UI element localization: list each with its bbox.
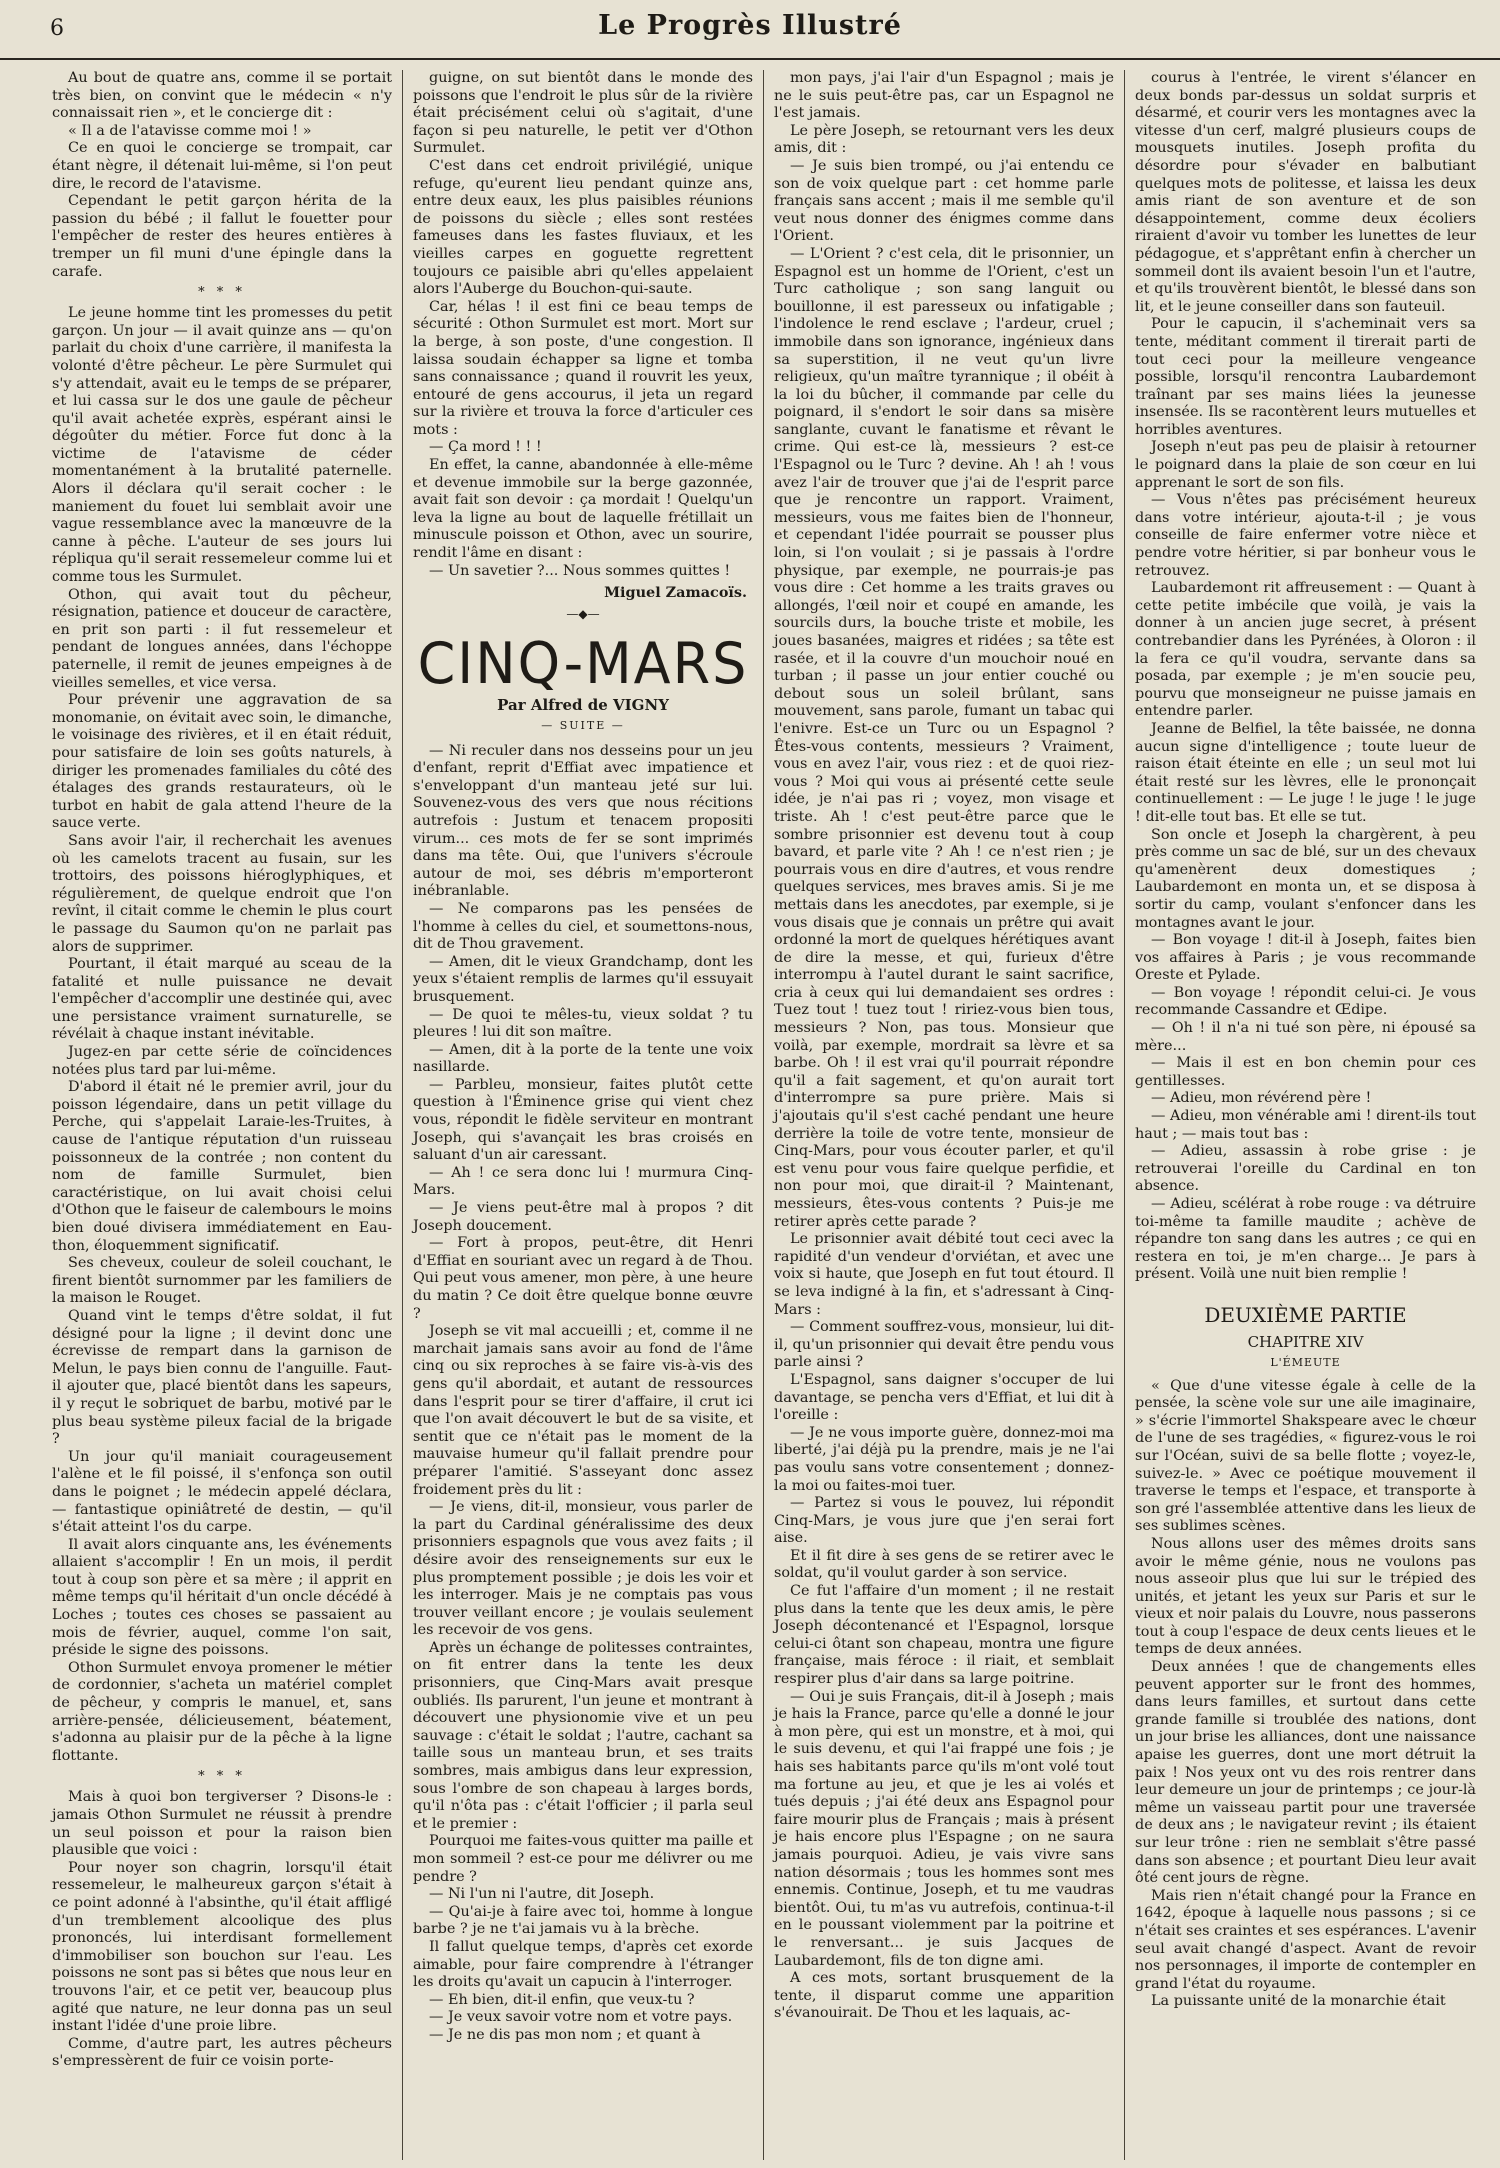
paragraph: Quand vint le temps d'être soldat, il fut désigné pour la ligne ; il devint donc une écrevisse de rempart dans la garnison de Melun, le pays bien connu de l'anguille. Faut-il ajouter que, placé bientôt dans les sapeurs, il y reçut le sobriquet de barbu, motivé par le plus beau système pileux facial de la brigade ? (52, 1307, 392, 1448)
paragraph: Un jour qu'il maniait courageusement l'alène et le fil poissé, il s'enfonça son outil dans le poignet ; le médecin appelé déclara, — fantastique opiniâtreté de destin, — qu'il s'était atteint l'os du carpe. (52, 1448, 392, 1536)
paragraph: — Bon voyage ! dit-il à Joseph, faites bien vos affaires à Paris ; je vous recommande Oreste et Pylade. (1135, 932, 1476, 984)
paragraph: Comme, d'autre part, les autres pêcheurs s'empressèrent de fuir ce voisin porte- (52, 2035, 392, 2070)
paragraph: Son oncle et Joseph la chargèrent, à peu près comme un sac de blé, sur un des chevaux qu'amenèrent deux domestiques ; Laubardemont en monta un, et se disposa à sortir du camp, voulant s'enfoncer dans les montagnes avant le jour. (1135, 826, 1476, 931)
paragraph: Le père Joseph, se retournant vers les deux amis, dit : (774, 122, 1114, 157)
paragraph: — Fort à propos, peut-être, dit Henri d'Effiat en souriant avec un regard à de Thou. Qui peut vous amener, mon père, à une heure du matin ? Ce doit être quelque bonne œuvre ? (413, 1235, 753, 1322)
paragraph: guigne, on sut bientôt dans le monde des poissons que l'endroit le plus sûr de la rivière était précisément celui où s'agitait, d'une façon si peu naturelle, le petit ver d'Othon Surmulet. (413, 70, 753, 157)
paragraph: D'abord il était né le premier avril, jour du poisson légendaire, dans un petit village du Perche, qui s'appelait Laraie-les-Truites, à cause de l'antique réputation d'un ruisseau poissonneux de la contrée ; non content du nom de famille Surmulet, bien caractéristique, on lui avait choisi celui d'Othon que le faiseur de calembours le moins bien doué divisera immédiatement en Eau-thon, éloquemment significatif. (52, 1079, 392, 1254)
paragraph: Laubardemont rit affreusement : — Quant à cette petite imbécile que voilà, je vais la donner à un ancien juge secret, à présent contrebandier dans les Pyrénées, à Oloron : il la fera ce qu'il voudra, servante dans sa posada, par exemple ; je m'en soucie peu, pourvu que monseigneur ne puisse jamais en entendre parler. (1135, 580, 1476, 720)
paragraph: — Adieu, scélérat à robe rouge : va détruire toi-même ta famille maudite ; achève de répandre ton sang dans les autres ; ce qui en restera en toi, je m'en charge... Je pars à présent. Voilà une nuit bien remplie ! (1135, 1196, 1476, 1283)
paragraph: Jeanne de Belfiel, la tête baissée, ne donna aucun signe d'intelligence ; toute lueur de raison était éteinte en elle ; un seul mot lui était resté sur les lèvres, elle le prononçait continuellement : — Le juge ! le juge ! le juge ! dit-elle tout bas. Et elle se tut. (1135, 720, 1476, 825)
paragraph: Mais à quoi bon tergiverser ? Disons-le : jamais Othon Surmulet ne réussit à prendre un seul poisson et pour la raison bien plausible que voici : (52, 1789, 392, 1859)
paragraph: — Amen, dit le vieux Grandchamp, dont les yeux s'étaient remplis de larmes qu'il essuyait brusquement. (413, 953, 753, 1005)
paragraph: Après un échange de politesses contraintes, on fit entrer dans la tente les deux prisonniers, que Cinq-Mars avait presque oubliés. Ils parurent, l'un jeune et montrant à découvert une physionomie vive et un peu sauvage : c'était le soldat ; l'autre, cachant sa taille sous un manteau brun, et ses traits sombres, mais ambigus dans leur expression, sous l'ombre de son chapeau à larges bords, qu'il n'ôta pas : c'était l'officier ; il parla seul et le premier : (413, 1639, 753, 1832)
paragraph: C'est dans cet endroit privilégié, unique refuge, qu'eurent lieu pendant quinze ans, entre deux eaux, les plus paisibles réunions de poissons du siècle ; elles sont restées fameuses dans les fastes fluviaux, et les vieilles carpes en goguette regrettent toujours ce paisible abri qu'elles appelaient alors l'Auberge du Bouchon-qui-saute. (413, 157, 753, 298)
paragraph: En effet, la canne, abandonnée à elle-même et devenue immobile sur la berge gazonnée, avait fait son devoir : ça mordait ! Quelqu'un leva la ligne au bout de laquelle frétillait un minuscule poisson et Othon, avec un sourire, rendit l'âme en disant : (413, 457, 753, 562)
paragraph: Le jeune homme tint les promesses du petit garçon. Un jour — il avait quinze ans — qu'on parlait du choix d'une carrière, il manifesta la volonté d'être pêcheur. Le père Surmulet qui s'y attendait, avait eu le temps de se préparer, et lui cassa sur le dos une gaule de pêcheur qu'il avait achetée exprès, espérant ainsi le dégoûter du métier. Force fut donc à la victime de l'atavisme de céder momentanément à la brutalité paternelle. Alors il déclara qu'il serait cocher : le maniement du fouet lui semblait avoir une vague ressemblance avec la manœuvre de la canne à pêche. L'auteur de ses jours lui répliqua qu'il serait ressemeleur comme lui et comme tous les Surmulet. (52, 305, 392, 586)
ornament-rule: —◆— (566, 606, 600, 621)
paragraph: Othon, qui avait tout du pêcheur, résignation, patience et douceur de caractère, en prit son parti : il fut ressemeleur et pendant de longues années, dans l'échoppe paternelle, il remit de jeunes empeignes à de vieilles semelles, et vice versa. (52, 586, 392, 691)
paragraph: courus à l'entrée, le virent s'élancer en deux bonds par-dessus un soldat surpris et désarmé, et courir vers les montagnes avec la vitesse d'un cerf, malgré plusieurs coups de mousquets inutiles. Joseph profita du désordre pour s'évader en balbutiant quelques mots de politesse, et laissa les deux amis riant de son aventure et de son désappointement, comme deux écoliers riraient d'avoir vu tomber les lunettes de leur pédagogue, et s'apprêtant enfin à chercher un sommeil dont ils avaient besoin l'un et l'autre, et qu'ils trouvèrent bientôt, le blessé dans son lit, et le jeune conseiller dans son fauteuil. (1135, 70, 1476, 315)
author-signature: Miguel Zamacoïs. (604, 584, 747, 602)
column-2 (403, 70, 764, 2160)
paragraph: — Vous n'êtes pas précisément heureux dans votre intérieur, ajouta-t-il ; je vous conseille de faire enfermer votre nièce et pendre votre héritier, si par bonheur vous le retrouvez. (1135, 492, 1476, 579)
paragraph: — Oh ! il n'a ni tué son père, ni épousé sa mère... (1135, 1020, 1476, 1054)
paragraph: — Mais il est en bon chemin pour ces gentillesses. (1135, 1055, 1476, 1089)
paragraph: — Ne comparons pas les pensées de l'homme à celles du ciel, et soumettons-nous, dit de Thou gravement. (413, 900, 753, 953)
paragraph: mon pays, j'ai l'air d'un Espagnol ; mais je ne le suis peut-être pas, car un Espagnol ne l'est jamais. (774, 70, 1114, 122)
paragraph: Ce en quoi le concierge se trompait, car étant nègre, il détenait lui-même, si l'on peut dire, le record de l'atavisme. (52, 140, 392, 192)
paragraph: « Il a de l'atavisse comme moi ! » (68, 122, 312, 139)
paragraph: — Je ne dis pas mon nom ; et quant à (429, 2026, 701, 2043)
paragraph: Deux années ! que de changements elles peuvent apporter sur le front des hommes, dans leurs familles, et surtout dans cette grande famille si troublée des nations, dont un jour brise les alliances, dont une naissance apaise les guerres, dont une mort détruit la paix ! Nos yeux ont vu des rois rentrer dans leur demeure un jour de printemps ; ce jour-là même un vaisseau partit pour une traversée de deux ans ; le navigateur revint ; ils étaient sur leur trône : rien ne semblait s'être passé dans son absence ; et pourtant Dieu leur avait ôté cent jours de règne. (1135, 1659, 1476, 1887)
paragraph: Othon Surmulet envoya promener le métier de cordonnier, s'acheta un matériel complet de pêcheur, y compris le manuel, et, sans arrière-pensée, délicieusement, béatement, s'adonna au plaisir pur de la pêche à la ligne flottante. (52, 1659, 392, 1764)
paragraph: — Qu'ai-je à faire avec toi, homme à longue barbe ? je ne t'ai jamais vu à la brèche. (413, 1903, 753, 1938)
paragraph: — Ça mord ! ! ! (429, 439, 542, 456)
paragraph: — Ni l'un ni l'autre, dit Joseph. (429, 1886, 655, 1903)
paragraph: — Partez si vous le pouvez, lui répondit Cinq-Mars, je vous jure que j'en serai fort aise. (774, 1495, 1114, 1547)
paragraph: Joseph se vit mal accueilli ; et, comme il ne marchait jamais sans avoir au fond de l'âme cinq ou six reproches à se faire vis-à-vis des gens qu'il abordait, et autant de ressources dans l'esprit pour se tirer d'affaire, il crut ici que l'on avait découvert le but de sa visite, et sentit que ce n'était pas le moment de la mauvaise humeur qu'il fallait prendre pour préparer l'amitié. S'asseyant donc assez froidement près du lit : (413, 1323, 753, 1498)
paragraph: Pour prévenir une aggravation de sa monomanie, on évitait avec soin, le dimanche, le voisinage des rivières, et il en était réduit, pour satisfaire de loin ses goûts naturels, à diriger les promenades familiales du côté des étalages des grands restaurateurs, où le turbot en habit de gala attend l'heure de la sauce verte. (52, 692, 392, 832)
paragraph: Mais rien n'était changé pour la France en 1642, époque à laquelle nous passons ; si ce n'était ses craintes et ses espérances. L'avenir seul avait changé d'aspect. Avant de revoir nos personnages, il importe de contempler en grand l'état du royaume. (1135, 1887, 1476, 1992)
masthead: Le Progrès Illustré (598, 10, 902, 41)
paragraph: Car, hélas ! il est fini ce beau temps de sécurité : Othon Surmulet est mort. Mort sur la berge, à son poste, d'une congestion. Il laissa soudain échapper sa ligne et tomba sans connaissance ; quand il rouvrit les yeux, entouré de gens accourus, il jeta un regard sur la rivière et trouva la force d'articuler ces mots : (413, 298, 753, 438)
paragraph: L'Espagnol, sans daigner s'occuper de lui davantage, se pencha vers d'Effiat, et lui dit à l'oreille : (774, 1371, 1114, 1424)
paragraph: — Je ne vous importe guère, donnez-moi ma liberté, j'ai déjà pu la prendre, mais je ne l'ai pas voulu sans votre consentement ; donnez-la moi ou faites-moi tuer. (774, 1424, 1114, 1494)
paragraph: — Un savetier ?... Nous sommes quittes ! (429, 562, 731, 579)
paragraph: — Je suis bien trompé, ou j'ai entendu ce son de voix quelque part : cet homme parle français sans accent ; mais il me semble qu'il veut nous donner des énigmes comme dans l'Orient. (774, 157, 1114, 245)
paragraph: — Je veux savoir votre nom et votre pays. (429, 2009, 733, 2026)
column-4 (1125, 70, 1486, 2160)
paragraph: « Que d'une vitesse égale à celle de la pensée, la scène vole sur une aile imaginaire, » s'écrie l'immortel Shakspeare avec le chœur de l'une de ses tragédies, « figurez-vous le roi sur l'Océan, suivi de sa belle flotte ; voyez-le, suivez-le. » Avec ce poétique mouvement il traverse le temps et l'espace, et transporte à son gré l'assemblée attentive dans les lieux de ses sublimes scènes. (1135, 1377, 1476, 1535)
paragraph: — Adieu, mon révérend père ! (1151, 1090, 1372, 1107)
paragraph: Sans avoir l'air, il recherchait les avenues où les camelots tracent au fusain, sur les trottoirs, des poissons hiéroglyphiques, et régulièrement, de quelque endroit que l'on revînt, il citait comme le chemin le plus court le passage du Saumon qu'on ne parlait pas alors de supprimer. (52, 832, 392, 955)
paragraph: Joseph n'eut pas peu de plaisir à retourner le poignard dans la plaie de son cœur en lui apprenant le sort de son fils. (1135, 439, 1476, 491)
paragraph: Au bout de quatre ans, comme il se portait très bien, on convint que le médecin « n'y connaissait rien », et le concierge dit : (52, 70, 392, 122)
page-header (0, 0, 1500, 60)
paragraph: — Adieu, mon vénérable ami ! dirent-ils tout haut ; — mais tout bas : (1135, 1108, 1476, 1142)
paragraph: — Amen, dit à la porte de la tente une voix nasillarde. (413, 1041, 753, 1076)
paragraph: — Adieu, assassin à robe grise : je retrouverai l'oreille du Cardinal en ton absence. (1135, 1143, 1476, 1195)
paragraph: — Bon voyage ! répondit celui-ci. Je vous recommande Cassandre et Œdipe. (1135, 984, 1476, 1019)
paragraph: — Comment souffrez-vous, monsieur, lui dit-il, qu'un prisonnier qui devait être pendu vous parle ainsi ? (774, 1319, 1114, 1371)
novel-title: CINQ-MARS (417, 630, 749, 697)
paragraph: Il fallut quelque temps, d'après cet exorde aimable, pour faire comprendre à l'étranger les droits qu'avait un capucin à l'interroger. (413, 1938, 753, 1991)
section-separator: * * * (198, 1769, 246, 1785)
paragraph: — Je viens, dit-il, monsieur, vous parler de la part du Cardinal généralissime des deux prisonniers espagnols que vous avez faits ; il désire avoir des renseignements sur eux le plus promptement possible ; je dois les voir et les interroger. Mais je ne comptais pas vous trouver veillant encore ; je voulais seulement les recevoir de vos gens. (413, 1499, 753, 1639)
paragraph: La puissante unité de la monarchie était (1151, 1993, 1446, 2010)
section-separator: * * * (198, 285, 246, 301)
paragraph: — Eh bien, dit-il enfin, que veux-tu ? (429, 1991, 695, 2008)
paragraph: — De quoi te mêles-tu, vieux soldat ? tu pleures ! lui dit son maître. (413, 1006, 753, 1041)
paragraph: — L'Orient ? c'est cela, dit le prisonnier, un Espagnol est un homme de l'Orient, c'est un Turc catholique ; son sang languit ou bouillonne, il est paresseux ou infatigable ; l'indolence le rend esclave ; l'ardeur, cruel ; immobile dans son ignorance, ingénieux dans sa superstition, il ne veut qu'un livre religieux, qu'un maître tyrannique ; il obéit à la loi du bûcher, il commande par celle du poignard, il s'endort le soir dans sa misère sanglante, cuvant le fanatisme et rêvant le crime. Qui est-ce là, messieurs ? est-ce l'Espagnol ou le Turc ? devine. Ah ! ah ! vous avez l'air de trouver que j'ai de l'esprit parce que je rencontre un rapport. Vraiment, messieurs, vous me faites bien de l'honneur, et cependant l'idée pourrait se pousser plus loin, si l'on voulait ; si je passais à l'ordre physique, par exemple, ne pourrais-je pas vous dire : Cet homme a les traits graves ou allongés, l'œil noir et coupé en amande, les sourcils durs, la bouche triste et mobile, les joues basanées, maigres et ridées ; sa tête est rasée, et il la couvre d'un mouchoir noué en turban ; il passe un jour entier couché ou debout sous un soleil brûlant, sans mouvement, sans parole, fumant un tabac qui l'enivre. Est-ce un Turc ou un Espagnol ? Êtes-vous contents, messieurs ? Vraiment, vous en avez l'air, vous riez : et de quoi riez-vous ? Moi qui vous ai présenté cette seule idée, je n'ai pas ri ; voyez, mon visage et triste. Ah ! c'est peut-être parce que le sombre prisonnier est devenu tout à coup bavard, et parle vite ? Ah ! ce n'est rien ; je pourrais vous en dire d'autres, et vous rendre quelques services, mes braves amis. Si je me mettais dans les anecdotes, par exemple, si je vous disais que je connais un prêtre qui avait ordonné la mort de quelques hérétiques avant de dire la messe, et qui, furieux d'être interrompu à l'autel durant le saint sacrifice, cria à ceux qui lui demandaient ses ordres : Tuez tout ! tuez tout ! ririez-vous bien tous, messieurs ? Non, pas tous. Monsieur que voilà, par exemple, mordrait sa lèvre et sa barbe. Oh ! il est vrai qu'il pourrait répondre qu'il a fait sagement, et qu'on aurait tort d'interrompre sa pure prière. Mais si j'ajoutais qu'il s'est caché pendant une heure derrière la toile de votre tente, monsieur de Cinq-Mars, pour vous écouter parler, et qu'il est venu pour vous faire quelque perfidie, et non pour moi, que dirait-il ? Maintenant, messieurs, êtes-vous contents ? Puis-je me retirer après cette parade ? (774, 245, 1114, 1230)
novel-author: Par Alfred de VIGNY (497, 696, 669, 715)
paragraph: Ses cheveux, couleur de soleil couchant, le firent bientôt surnommer par les familiers de la maison le Rouget. (52, 1255, 392, 1307)
paragraph: Pour noyer son chagrin, lorsqu'il était ressemeleur, le malheureux garçon s'était à ce point adonné à l'absinthe, qu'il était affligé d'un tremblement alcoolique des plus prononcés, lui interdisant formellement d'immobiliser son bouchon sur l'eau. Les poissons ne sont pas si bêtes que nous leur en trouvons l'air, et ce petit ver, beaucoup plus agité que nature, ne leur donna pas un seul instant l'idée d'une proie libre. (52, 1859, 392, 2035)
paragraph: Pourquoi me faites-vous quitter ma paille et mon sommeil ? est-ce pour me délivrer ou me pendre ? (413, 1833, 753, 1885)
paragraph: Cependant le petit garçon hérita de la passion du bébé ; il fallut le fouetter pour l'empêcher de rester des heures entières à tremper un fil muni d'une épingle dans la carafe. (52, 193, 392, 280)
column-3 (764, 70, 1125, 2160)
paragraph: Et il fit dire à ses gens de se retirer avec le soldat, qu'il voulut garder à son service. (774, 1547, 1114, 1582)
paragraph: — Ah ! ce sera donc lui ! murmura Cinq-Mars. (413, 1164, 753, 1199)
paragraph: Ce fut l'affaire d'un moment ; il ne restait plus dans la tente que les deux amis, le père Joseph décontenancé et l'Espagnol, lorsque celui-ci ôtant son chapeau, montra une figure française, mais féroce : il riait, et semblait respirer plus d'air dans sa large poitrine. (774, 1583, 1114, 1688)
paragraph: Pour le capucin, il s'acheminait vers sa tente, méditant comment il tirerait parti de tout ceci pour la meilleure vengeance possible, lorsqu'il rencontra Laubardemont traînant par ses mains liées la jeunesse insensée. Ils se racontèrent leurs mutuelles et horribles aventures. (1135, 316, 1476, 438)
column-1 (42, 70, 403, 2160)
novel-suite-label: — SUITE — (541, 719, 625, 732)
paragraph: Jugez-en par cette série de coïncidences notées plus tard par lui-même. (52, 1044, 392, 1078)
paragraph: — Je viens peut-être mal à propos ? dit Joseph doucement. (413, 1200, 753, 1234)
paragraph: Pourtant, il était marqué au sceau de la fatalité et nulle puissance ne devait l'empêcher d'accomplir une destinée qui, avec une persistance vraiment surnaturelle, se révélait à chaque instant inévitable. (52, 956, 392, 1043)
chapter-subtitle: L'ÉMEUTE (1270, 1355, 1341, 1369)
paragraph: A ces mots, sortant brusquement de la tente, il disparut comme une apparition s'évanouirait. De Thou et les laquais, ac- (774, 1970, 1114, 2022)
paragraph: Le prisonnier avait débité tout ceci avec la rapidité d'un vendeur d'orviétan, et avec une voix si haute, que Joseph en fut tout étourd. Il se leva indigné à la fin, et s'adressant à Cinq-Mars : (774, 1231, 1114, 1318)
paragraph: — Oui je suis Français, dit-il à Joseph ; mais je hais la France, parce qu'elle a donné le jour à mon père, qui est un monstre, et à moi, qui le suis devenu, et qui l'ai frappé une fois ; je hais ses habitants parce qu'ils m'ont volé tout ma fortune au jeu, et que je les ai volés et tués depuis ; j'ai été deux ans Espagnol pour faire mourir plus de Français ; mais à présent je hais encore plus l'Espagne ; on ne saura jamais pourquoi. Adieu, je vais vivre sans nation désormais ; tous les hommes sont mes ennemis. Continue, Joseph, et tu me vaudras bientôt. Oui, tu m'as vu autrefois, continua-t-il en le poussant violemment par la poitrine et le renversant... je suis Jacques de Laubardemont, fils de ton digne ami. (774, 1688, 1114, 1969)
part-title: DEUXIÈME PARTIE (1204, 1302, 1407, 1327)
paragraph: Nous allons user des mêmes droits sans avoir le même génie, nous ne voulons pas nous asseoir plus que lui sur le trépied des unités, et jetant les yeux sur Paris et sur le vieux et noir palais du Louvre, nous passerons tout à coup l'espace de deux cents lieues et le temps de deux années. (1135, 1535, 1476, 1658)
page-number: 6 (50, 16, 64, 41)
paragraph: — Parbleu, monsieur, faites plutôt cette question à l'Éminence grise qui vient chez vous, répondit le fidèle serviteur en montrant Joseph, qui s'avançait les bras croisés en saluant d'un air caressant. (413, 1076, 753, 1164)
text-columns (42, 70, 1488, 2160)
paragraph: — Ni reculer dans nos desseins pour un jeu d'enfant, reprit d'Effiat avec impatience et s'enveloppant d'un manteau jeté sur lui. Souvenez-vous des vers que nous récitions autrefois : Justum et tenacem propositi virum... ces mots de fer se sont imprimés dans ma tête. Oui, que l'univers s'écroule autour de moi, ses débris m'emporteront inébranlable. (413, 742, 753, 900)
chapter-title: CHAPITRE XIV (1247, 1332, 1364, 1351)
paragraph: Il avait alors cinquante ans, les événements allaient s'accomplir ! En un mois, il perdit tout à coup son père et sa mère ; il apprit en même temps qu'il héritait d'un oncle décédé à Loches ; toutes ces choses se passaient au mois de février, auquel, comme l'on sait, préside le signe des poissons. (52, 1536, 392, 1659)
